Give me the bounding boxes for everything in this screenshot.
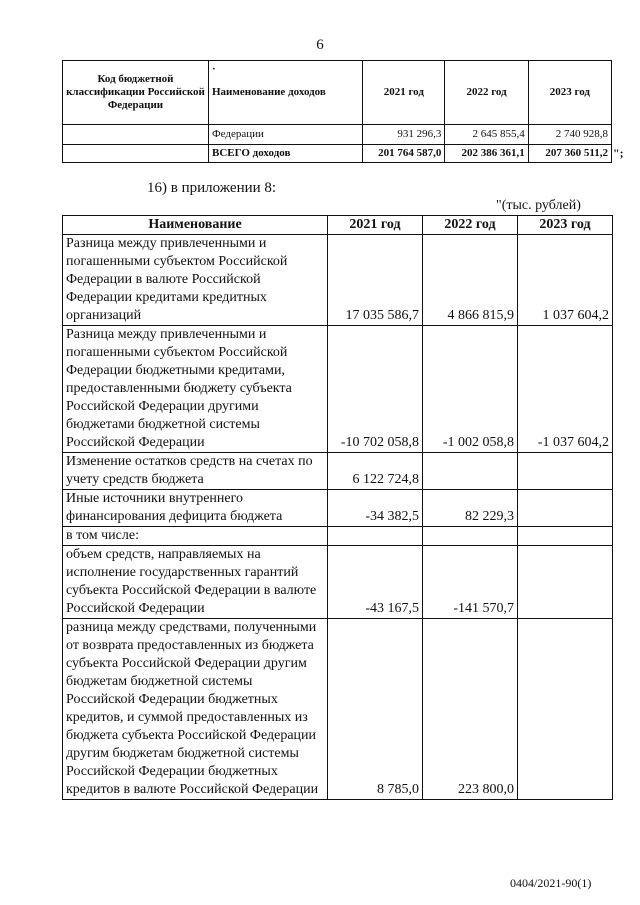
table-row (63, 326, 613, 453)
cell-2021: 6 122 724,8 (328, 453, 423, 490)
cell-2021 (328, 527, 423, 546)
cell-name: разница между средствами, полученными от возврата предоставленных из бюджета субъекта Российской Федерации другим бюджетам бюджетной системы Российской Федерации бюджетных кредитов, и суммой предоставленных из бюджета субъекта Российской Федерации другим бюджетам бюджетной системы Российской Федерации бюджетных кредитов в валюте Российской Федерации (63, 619, 328, 800)
header-2021: 2021 год (328, 216, 423, 235)
cell-2021: 8 785,0 (328, 619, 423, 800)
cell-2022: 202 386 361,1 (445, 145, 528, 163)
cell-2022: 4 866 815,9 (423, 235, 518, 326)
cell-2022: 82 229,3 (423, 490, 518, 527)
table-row (63, 490, 613, 527)
revenue-table (62, 60, 612, 163)
financing-table (62, 215, 613, 800)
cell-2023 (518, 490, 613, 527)
header-2023: 2023 год (528, 61, 611, 125)
table-row (63, 619, 613, 800)
cell-2021: -43 167,5 (328, 546, 423, 619)
cell-name: объем средств, направляемых на исполнение государственных гарантий субъекта Российской Федерации в валюте Российской Федерации (63, 546, 328, 619)
table-row-total (63, 145, 612, 163)
cell-code (63, 145, 209, 163)
section-caption: 16) в приложении 8: (147, 180, 277, 196)
cell-2022: 223 800,0 (423, 619, 518, 800)
header-2023: 2023 год (518, 216, 613, 235)
cell-2022: -141 570,7 (423, 546, 518, 619)
header-revenue-name (208, 61, 362, 125)
cell-2021: 201 764 587,0 (363, 145, 445, 163)
cell-name: в том числе: (63, 527, 328, 546)
cell-name: Разница между привлеченными и погашенными субъектом Российской Федерации бюджетными кредитами, предоставленными бюджету субъекта Российской Федерации другими бюджетами бюджетной системы Российской Федерации (63, 326, 328, 453)
cell-2023: 2 740 928,8 (528, 125, 611, 145)
closing-quote-mark: "; (613, 146, 624, 160)
header-2021: 2021 год (363, 61, 445, 125)
financing-table-header (63, 216, 613, 235)
cell-2023 (518, 619, 613, 800)
cell-2022: -1 002 058,8 (423, 326, 518, 453)
cell-2023 (518, 527, 613, 546)
bullet-mark: · (211, 63, 216, 75)
cell-name: ВСЕГО доходов (208, 145, 362, 163)
table-row (63, 125, 612, 145)
cell-2022 (423, 453, 518, 490)
document-code: 0404/2021-90(1) (510, 876, 592, 890)
cell-2022 (423, 527, 518, 546)
cell-2021: -34 382,5 (328, 490, 423, 527)
cell-2021: 17 035 586,7 (328, 235, 423, 326)
cell-2022: 2 645 855,4 (445, 125, 528, 145)
page-number: 6 (316, 37, 324, 53)
header-revenue-name-text: Наименование доходов (211, 86, 326, 98)
table-row (63, 527, 613, 546)
header-2022: 2022 год (445, 61, 528, 125)
header-code: Код бюджетной классификации Российской Федерации (63, 61, 209, 125)
header-name: Наименование (63, 216, 328, 235)
cell-2023: 1 037 604,2 (518, 235, 613, 326)
table-row (63, 235, 613, 326)
cell-2023: 207 360 511,2 (528, 145, 611, 163)
cell-2021: 931 296,3 (363, 125, 445, 145)
cell-name: Иные источники внутреннего финансирования дефицита бюджета (63, 490, 328, 527)
cell-2023 (518, 453, 613, 490)
cell-2023: -1 037 604,2 (518, 326, 613, 453)
revenue-table-header (63, 61, 612, 125)
cell-name: Изменение остатков средств на счетах по учету средств бюджета (63, 453, 328, 490)
cell-code (63, 125, 209, 145)
table-row (63, 453, 613, 490)
cell-name: Разница между привлеченными и погашенными субъектом Российской Федерации в валюте Российской Федерации кредитами кредитных организаций (63, 235, 328, 326)
units-label: "(тыс. рублей) (496, 198, 581, 213)
cell-name: Федерации (208, 125, 362, 145)
cell-2023 (518, 546, 613, 619)
table-row (63, 546, 613, 619)
cell-2021: -10 702 058,8 (328, 326, 423, 453)
header-2022: 2022 год (423, 216, 518, 235)
